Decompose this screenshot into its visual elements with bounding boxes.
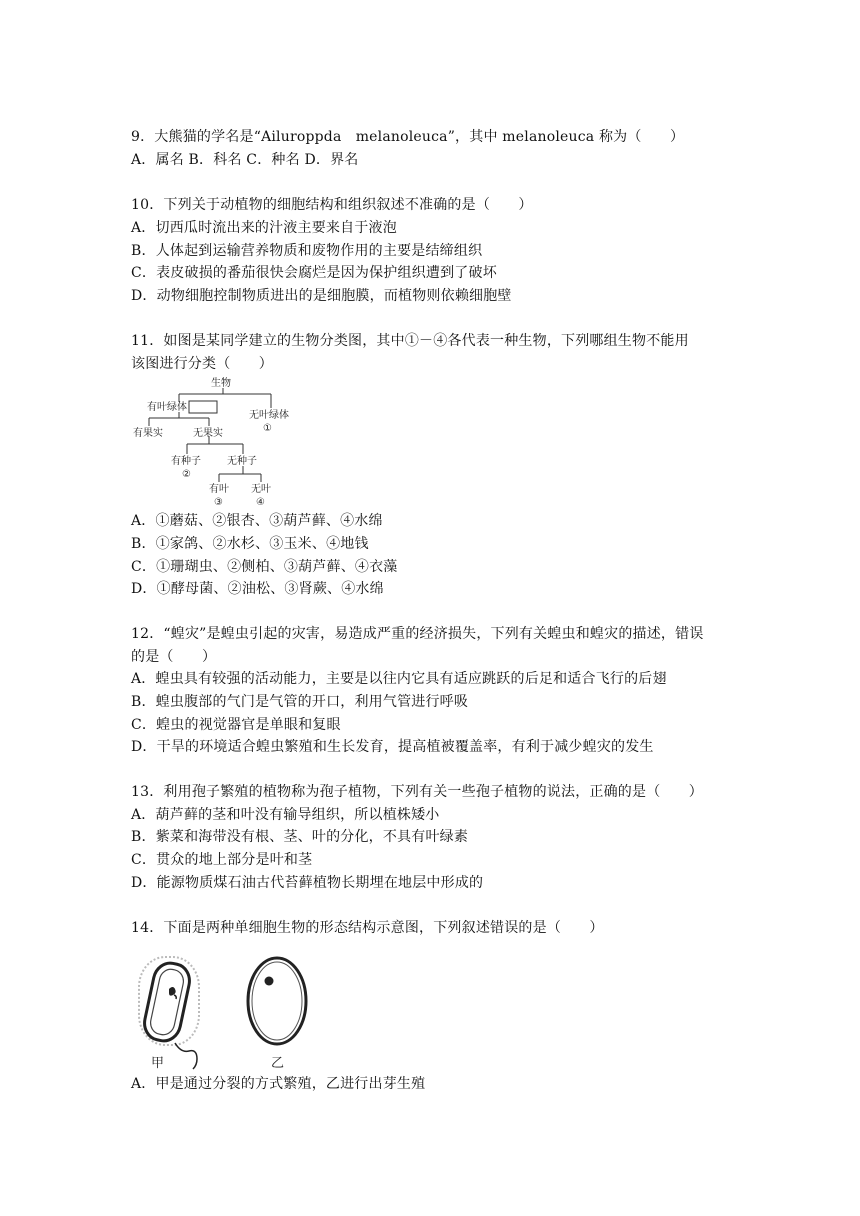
q13-option-c: C．贯众的地上部分是叶和茎 xyxy=(131,852,313,868)
marker-2: ② xyxy=(182,469,191,480)
classification-diagram xyxy=(131,374,306,510)
node-has-fruit: 有果实 xyxy=(133,428,163,439)
node-has-leaf: 有叶 xyxy=(209,484,229,495)
q11-stem-line1: 11．如图是某同学建立的生物分类图，其中①－④各代表一种生物，下列哪组生物不能用 xyxy=(131,333,689,349)
yeast-cell-illustration xyxy=(248,958,306,1044)
q13-option-a: A．葫芦藓的茎和叶没有输导组织，所以植株矮小 xyxy=(131,807,440,823)
q12-option-d: D．干旱的环境适合蝗虫繁殖和生长发育，提高植被覆盖率，有利于减少蝗灾的发生 xyxy=(131,739,654,755)
q14-option-a: A．甲是通过分裂的方式繁殖，乙进行出芽生殖 xyxy=(131,1076,426,1092)
node-has-chlorophyll: 有叶绿体 xyxy=(147,402,187,413)
q9-stem: 9．大熊猫的学名是“Ailuroppda melanoleuca”，其中 melanoleuca 称为（ ） xyxy=(131,129,685,145)
q11-option-a: A．①蘑菇、②银杏、③葫芦藓、④水绵 xyxy=(131,513,383,529)
node-no-fruit: 无果实 xyxy=(193,428,223,439)
bacterium-illustration xyxy=(139,957,199,1069)
q12-option-a: A．蝗虫具有较强的活动能力，主要是以往内它具有适应跳跃的后足和适合飞行的后翅 xyxy=(131,671,667,687)
q12-stem-line1: 12．“蝗灾”是蝗虫引起的灾害，易造成严重的经济损失，下列有关蝗虫和蝗灾的描述，错误 xyxy=(131,626,704,642)
q13-stem: 13．利用孢子繁殖的植物称为孢子植物，下列有关一些孢子植物的说法，正确的是（ ） xyxy=(131,784,704,800)
q12-option-b: B．蝗虫腹部的气门是气管的开口，利用气管进行呼吸 xyxy=(131,694,469,710)
node-root: 生物 xyxy=(211,378,231,389)
node-no-seed: 无种子 xyxy=(227,456,257,467)
q10-option-d: D．动物细胞控制物质进出的是细胞膜，而植物则依赖细胞壁 xyxy=(131,288,512,304)
q13-option-b: B．紫菜和海带没有根、茎、叶的分化，不具有叶绿素 xyxy=(131,829,469,845)
q14-stem: 14．下面是两种单细胞生物的形态结构示意图，下列叙述错误的是（ ） xyxy=(131,920,604,936)
q13-option-d: D．能源物质煤石油古代苔藓植物长期埋在地层中形成的 xyxy=(131,875,484,891)
q12-option-c: C．蝗虫的视觉器官是单眼和复眼 xyxy=(131,717,341,733)
single-cell-organisms-figure xyxy=(131,943,321,1071)
q11-option-b: B．①家鸽、②水杉、③玉米、④地钱 xyxy=(131,536,369,552)
label-jia: 甲 xyxy=(151,1056,165,1071)
q10-option-a: A．切西瓜时流出来的汁液主要来自于液泡 xyxy=(131,220,397,236)
classification-tree-svg xyxy=(131,374,306,510)
q11-option-d: D．①酵母菌、②油松、③肾蕨、④水绵 xyxy=(131,581,384,597)
q12-stem-line2: 的是（ ） xyxy=(131,649,217,665)
marker-3: ③ xyxy=(214,497,223,508)
q9-options: A．属名 B．科名 C．种名 D．界名 xyxy=(131,152,359,168)
node-no-leaf: 无叶 xyxy=(251,484,271,495)
node-has-seed: 有种子 xyxy=(171,456,201,467)
marker-4: ④ xyxy=(256,497,265,508)
q11-option-c: C．①珊瑚虫、②侧柏、③葫芦藓、④衣藻 xyxy=(131,559,398,575)
marker-1: ① xyxy=(263,423,272,434)
label-yi: 乙 xyxy=(271,1056,285,1071)
q11-stem-line2: 该图进行分类（ ） xyxy=(131,356,273,372)
q10-option-b: B．人体起到运输营养物质和废物作用的主要是结缔组织 xyxy=(131,243,483,259)
organisms-svg xyxy=(131,943,321,1071)
q10-option-c: C．表皮破损的番茄很快会腐烂是因为保护组织遭到了破坏 xyxy=(131,265,497,281)
node-no-chlorophyll: 无叶绿体 xyxy=(249,410,289,421)
q10-stem: 10．下列关于动植物的细胞结构和组织叙述不准确的是（ ） xyxy=(131,197,533,213)
